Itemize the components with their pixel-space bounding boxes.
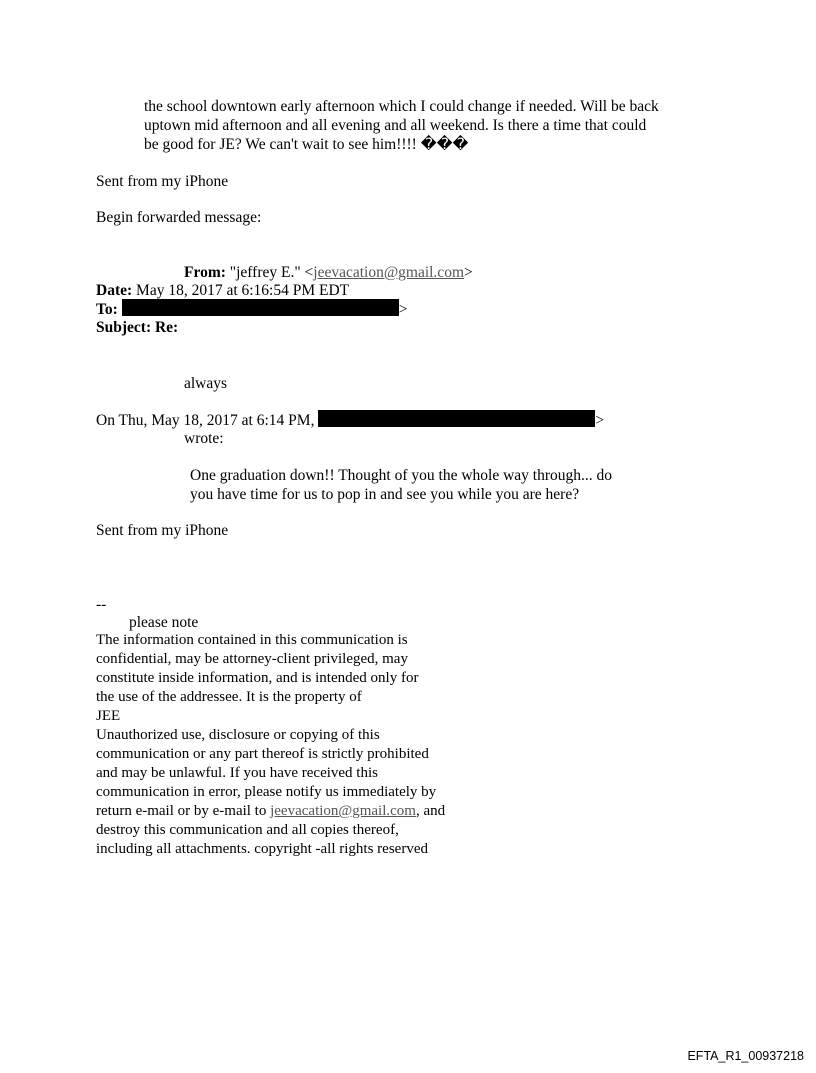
subject-line xyxy=(96,318,178,337)
disclaimer xyxy=(96,631,445,859)
text-line: destroy this communication and all copies thereof, xyxy=(96,822,399,838)
date-line xyxy=(96,281,349,300)
from-close: > xyxy=(464,264,473,281)
text-line: constitute inside information, and is intended only for xyxy=(96,670,419,686)
to-close: > xyxy=(398,301,408,318)
please-note: please note xyxy=(129,614,199,631)
text-line xyxy=(96,802,445,821)
redaction-bar xyxy=(318,410,595,427)
date-value: May 18, 2017 at 6:16:54 PM EDT xyxy=(136,282,350,299)
text-line: be good for JE? We can't wait to see him!!!! ��� xyxy=(144,136,469,153)
to-label: To: xyxy=(96,301,118,318)
to-line xyxy=(96,299,407,319)
text-line: the school downtown early afternoon which I could change if needed. Will be back xyxy=(144,98,659,115)
text-line: communication in error, please notify us immediately by xyxy=(96,784,437,800)
on-line-close: > xyxy=(595,412,605,429)
text-line: including all attachments. copyright -all rights reserved xyxy=(96,841,428,857)
text-line: confidential, may be attorney-client privileged, may xyxy=(96,651,408,667)
wrote-label: wrote: xyxy=(184,430,224,447)
from-email-link[interactable]: jeevacation@gmail.com xyxy=(313,264,464,281)
redaction-bar xyxy=(122,299,399,316)
text-line: Unauthorized use, disclosure or copying of this xyxy=(96,727,380,743)
from-line xyxy=(184,263,473,282)
top-quoted-paragraph xyxy=(144,97,659,154)
signature-dash: -- xyxy=(96,596,107,613)
begin-forwarded-label: Begin forwarded message: xyxy=(96,209,262,226)
disclaimer-return-prefix: return e-mail or by e-mail to xyxy=(96,803,271,819)
date-label: Date: xyxy=(96,282,133,299)
text-line: JEE xyxy=(96,708,121,724)
from-name: "jeffrey E." < xyxy=(229,264,314,281)
disclaimer-email-link[interactable]: jeevacation@gmail.com xyxy=(270,803,416,819)
text-line: communication or any part thereof is strictly prohibited xyxy=(96,746,429,762)
text-line: The information contained in this communication is xyxy=(96,632,408,648)
on-wrote-line xyxy=(96,410,604,430)
on-line-prefix: On Thu, May 18, 2017 at 6:14 PM, xyxy=(96,412,315,429)
subject-label: Subject: Re: xyxy=(96,319,179,336)
from-label: From: xyxy=(184,264,226,281)
text-line: you have time for us to pop in and see you while you are here? xyxy=(190,486,580,503)
text-line: the use of the addressee. It is the property of xyxy=(96,689,362,705)
sent-from-iphone: Sent from my iPhone xyxy=(96,522,229,539)
sent-from-iphone: Sent from my iPhone xyxy=(96,173,229,190)
document-id: EFTA_R1_00937218 xyxy=(687,1049,804,1063)
text-line: and may be unlawful. If you have received this xyxy=(96,765,378,781)
reply-text: always xyxy=(184,375,228,392)
text-line: uptown mid afternoon and all evening and all weekend. Is there a time that could xyxy=(144,117,647,134)
quoted-message xyxy=(190,466,612,504)
text-line: One graduation down!! Thought of you the whole way through... do xyxy=(190,467,613,484)
disclaimer-return-suffix: , and xyxy=(415,803,446,819)
